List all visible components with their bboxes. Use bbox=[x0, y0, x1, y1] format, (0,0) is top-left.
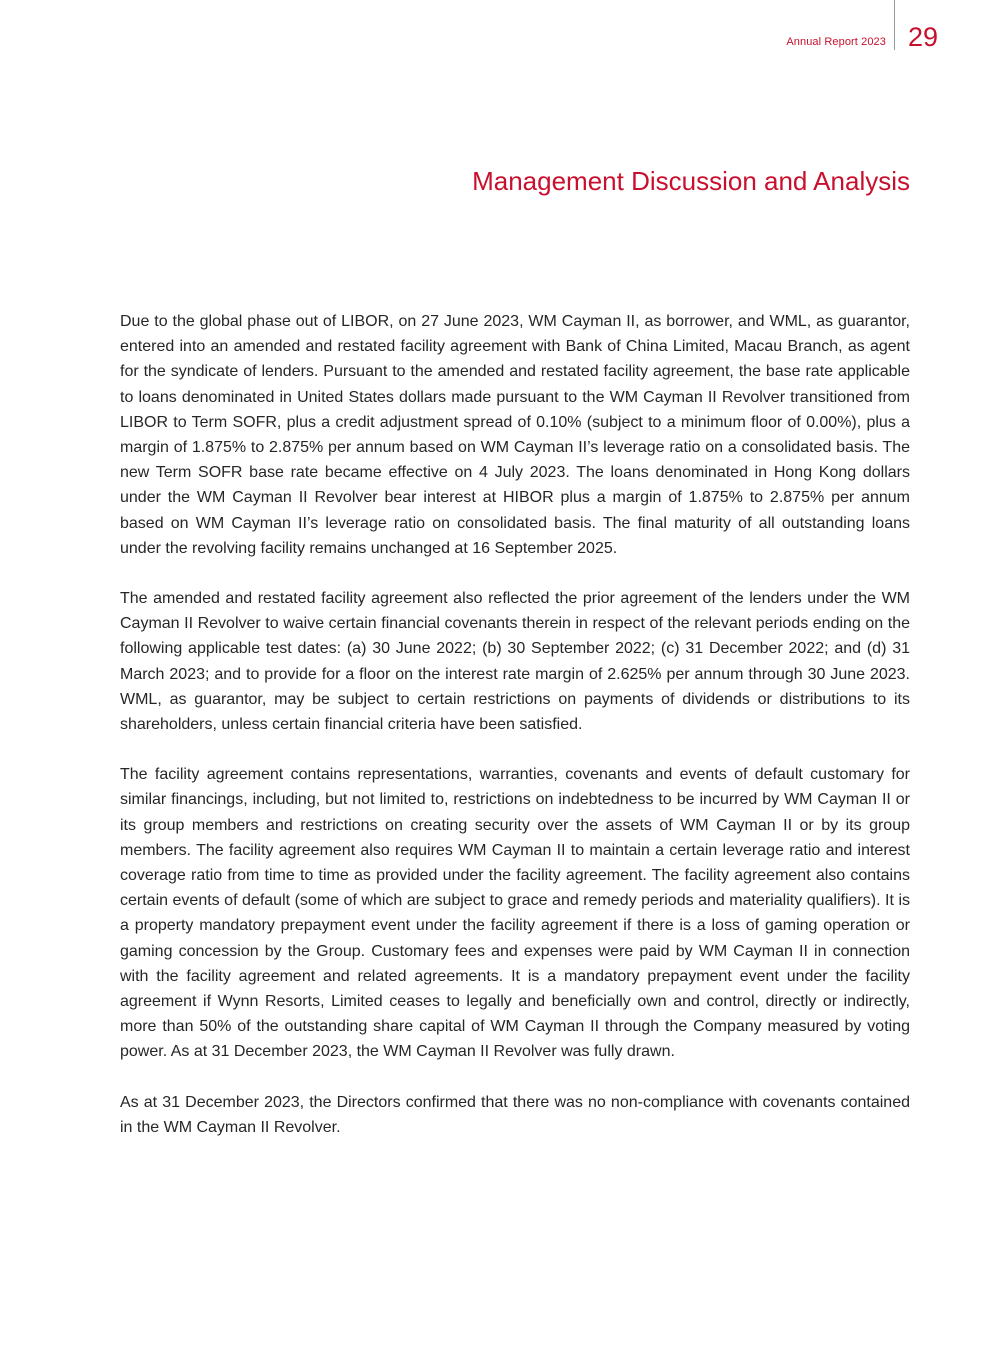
header-divider bbox=[894, 0, 895, 50]
paragraph-facility-terms: The facility agreement contains representations, warranties, covenants and events of default customary for similar financings, including, but not limited to, restrictions on indebtedness to be incurred by WM Cayman II or its group members and restrictions on creating security over the assets of WM Cayman II or by its group members. The facility agreement also requires WM Cayman II to maintain a certain leverage ratio and interest coverage ratio from time to time as provided under the facility agreement. The facility agreement also contains certain events of default (some of which are subject to grace and remedy periods and materiality qualifiers). It is a property mandatory prepayment event under the facility agreement if there is a loss of gaming operation or gaming concession by the Group. Customary fees and expenses were paid by WM Cayman II in connection with the facility agreement and related agreements. It is a mandatory prepayment event under the facility agreement if Wynn Resorts, Limited ceases to legally and beneficially own and control, directly or indirectly, more than 50% of the outstanding share capital of WM Cayman II through the Company measured by voting power. As at 31 December 2023, the WM Cayman II Revolver was fully drawn. bbox=[120, 766, 910, 1061]
paragraph-compliance: As at 31 December 2023, the Directors confirmed that there was no non-compliance with covenants contained in the WM Cayman II Revolver. bbox=[120, 1093, 910, 1136]
page-number: 29 bbox=[908, 22, 939, 52]
body-text bbox=[120, 309, 910, 1165]
paragraph-covenant-waiver: The amended and restated facility agreement also reflected the prior agreement of the lenders under the WM Cayman II Revolver to waive certain financial covenants therein in respect of the relevant periods ending on the following applicable test dates: (a) 30 June 2022; (b) 30 September 2022; (c) 31 December 2022; and (d) 31 March 2023; and to provide for a floor on the interest rate margin of 2.625% per annum through 30 June 2023. WML, as guarantor, may be subject to certain restrictions on payments of dividends or distributions to its shareholders, unless certain financial criteria have been satisfied. bbox=[120, 590, 910, 734]
paragraph-libor-transition: Due to the global phase out of LIBOR, on 27 June 2023, WM Cayman II, as borrower, and WML, as guarantor, entered into an amended and restated facility agreement with Bank of China Limited, Macau Branch, as agent for the syndicate of lenders. Pursuant to the amended and restated facility agreement, the base rate applicable to loans denominated in United States dollars made pursuant to the WM Cayman II Revolver transitioned from LIBOR to Term SOFR, plus a credit adjustment spread of 0.10% (subject to a minimum floor of 0.00%), plus a margin of 1.875% to 2.875% per annum based on WM Cayman II’s leverage ratio on a consolidated basis. The new Term SOFR base rate became effective on 4 July 2023. The loans denominated in Hong Kong dollars under the WM Cayman II Revolver bear interest at HIBOR plus a margin of 1.875% to 2.875% per annum based on WM Cayman II’s leverage ratio on consolidated basis. The final maturity of all outstanding loans under the revolving facility remains unchanged at 16 September 2025. bbox=[120, 313, 910, 557]
page-title: Management Discussion and Analysis bbox=[472, 166, 910, 196]
report-label: Annual Report 2023 bbox=[786, 36, 886, 48]
page-header bbox=[0, 0, 1006, 60]
